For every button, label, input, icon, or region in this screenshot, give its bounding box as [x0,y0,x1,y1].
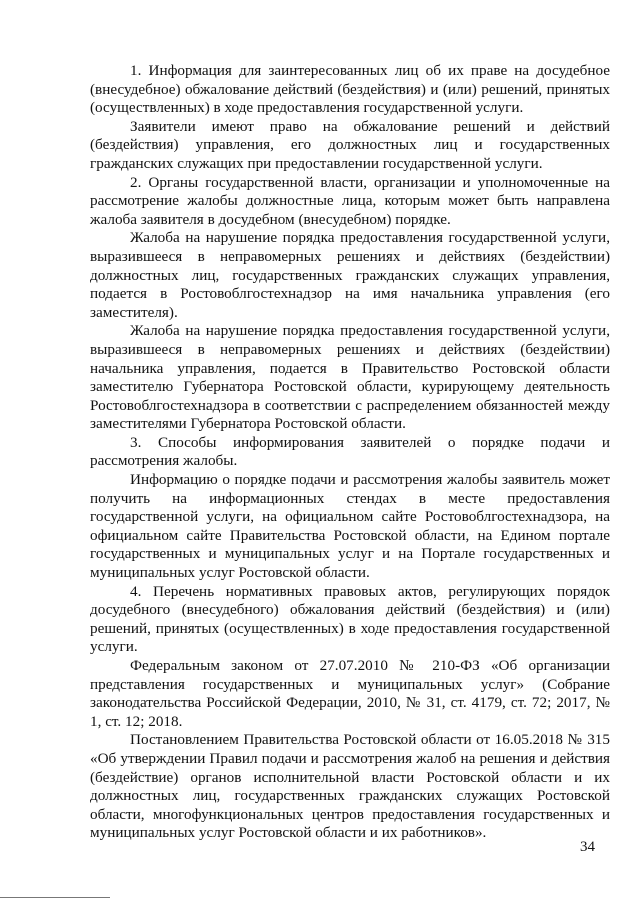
paragraph: Федеральным законом от 27.07.2010 № 210-ФЗ «Об организации представления государственных и муниципальных услуг» (Собрание законодательства Российской Федерации, 2010, № 31, ст. 4179, ст. 72; 2017, № 1, ст. 12; 2018. [90,657,610,730]
paragraph: 4. Перечень нормативных правовых актов, регулирующих порядок досудебного (внесудебного) обжалования действий (бездействия) и (или) решений, принятых (осуществленных) в ходе предоставления государственной услуги. [90,582,610,656]
document-body [90,62,610,843]
footer-divider [0,897,110,898]
page-number: 34 [580,839,595,855]
paragraph: 1. Информация для заинтересованных лиц об их праве на досудебное (внесудебное) обжалование действий (бездействия) и (или) решений, принятых (осуществленных) в ходе предоставления государственной услуги. [90,62,610,117]
paragraph: 3. Способы информирования заявителей о порядке подачи и рассмотрения жалобы. [90,433,610,470]
paragraph: Заявители имеют право на обжалование решений и действий (бездействия) управления, его должностных лиц и государственных гражданских служащих при предоставлении государственной услуги. [90,117,610,172]
paragraph: Жалоба на нарушение порядка предоставления государственной услуги, выразившееся в неправомерных решениях и действиях (бездействии) должностных лиц, государственных гражданских служащих управления, подается в Ростовоблгостехнадзор на имя начальника управления (его заместителя). [90,229,610,321]
paragraph: Жалоба на нарушение порядка предоставления государственной услуги, выразившееся в неправомерных решениях и действиях (бездействии) начальника управления, подается в Правительство Ростовской области заместителю Губернатора Ростовской области, курирующему деятельность Ростовоблгостехнадзора в соответствии с распределением обязанностей между заместителями Губернатора Ростовской области. [90,322,610,433]
paragraph: Постановлением Правительства Ростовской области от 16.05.2018 № 315 «Об утверждении Правил подачи и рассмотрения жалоб на решения и действия (бездействие) органов исполнительной власти Ростовской области и их должностных лиц, государственных гражданских служащих Ростовской области, многофункциональных центров предоставления государственных и муниципальных услуг Ростовской области и их работников». [90,731,610,842]
paragraph: 2. Органы государственной власти, организации и уполномоченные на рассмотрение жалобы должностные лица, которым может быть направлена жалоба заявителя в досудебном (внесудебном) порядке. [90,173,610,228]
paragraph: Информацию о порядке подачи и рассмотрения жалобы заявитель может получить на информационных стендах в месте предоставления государственной услуги, на официальном сайте Ростовоблгостехнадзора, на официальном сайте Правительства Ростовской области, на Едином портале государственных и муниципальных услуг и на Портале государственных и муниципальных услуг Ростовской области. [90,471,610,582]
